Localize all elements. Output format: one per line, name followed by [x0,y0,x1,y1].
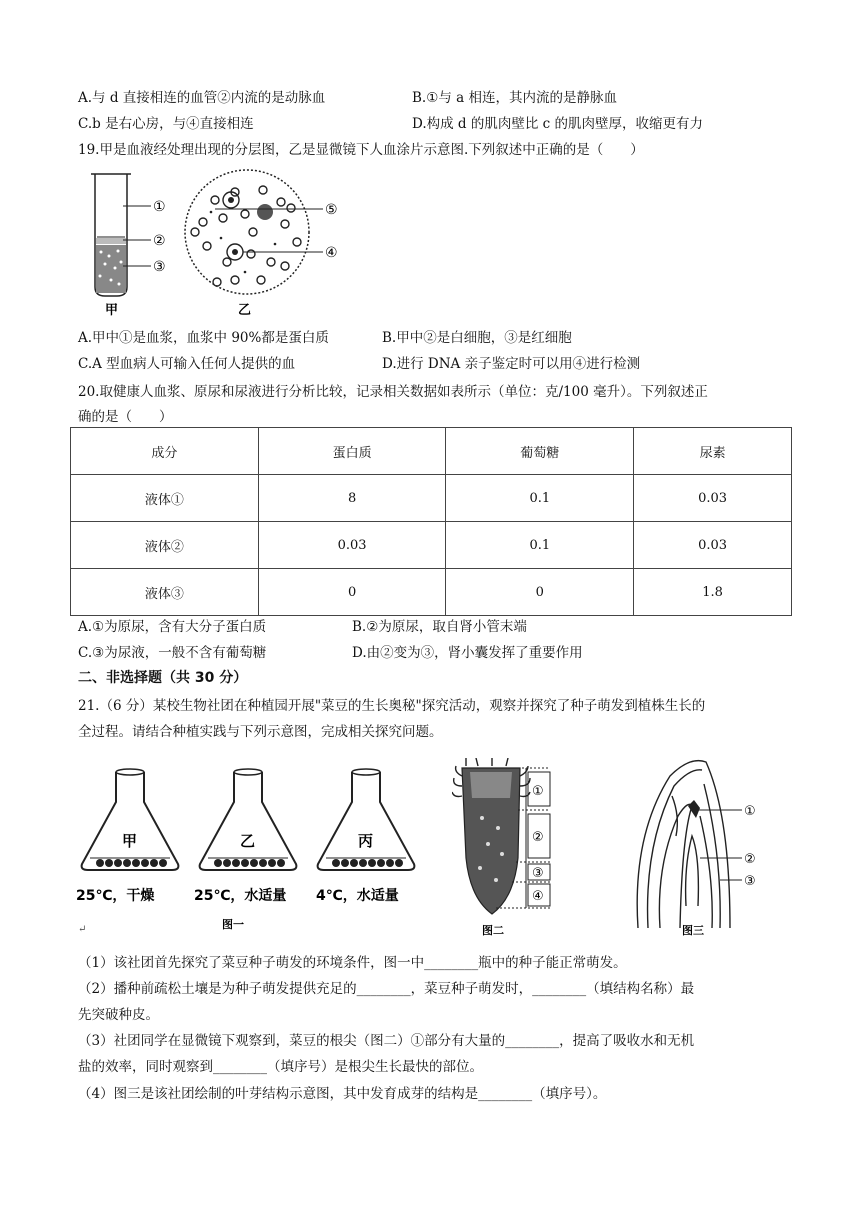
q18-option-b: B.①与 a 相连，其内流的是静脉血 [412,90,617,106]
table-cell: 液体③ [71,569,259,616]
q20-option-b: B.②为原尿，取自肾小管末端 [352,619,527,635]
q19-option-b: B.甲中②是白细胞，③是红细胞 [382,330,572,346]
label-jia: 甲 [105,303,119,318]
label-1: ① [153,199,166,215]
q21-subquestion-4: （4）图三是该社团绘制的叶芽结构示意图，其中发育成芽的结构是________（填序号）。 [78,1086,607,1102]
q19-option-a: A.甲中①是血浆，血浆中 90%都是蛋白质 [78,330,329,346]
flask-label: 甲 [122,832,138,850]
root-label-1: ① [532,784,544,799]
table-header-cell: 葡萄糖 [446,428,634,475]
q21-subquestion-2b: 先突破种皮。 [78,1007,159,1023]
figure-2-caption: 图二 [482,924,504,937]
label-5: ⑤ [325,202,338,218]
table-cell: 0 [258,569,446,616]
q21-stem-line1: 21.（6 分）某校生物社团在种植园开展"菜豆的生长奥秘"探究活动，观察并探究了种子萌发到植株生长的 [78,698,706,714]
flask-label: 乙 [240,832,256,850]
q21-subquestion-1: （1）该社团首先探究了菜豆种子萌发的环境条件，图一中________瓶中的种子能正常萌发。 [78,955,627,971]
table-cell: 0.03 [634,522,792,569]
section-heading: 二、非选择题（共 30 分） [78,670,248,686]
table-cell: 0 [446,569,634,616]
q19-option-c: C.A 型血病人可输入任何人提供的血 [78,356,296,372]
figure-2-root-tip [452,758,592,938]
condition-label: 25℃，水适量 [194,888,287,904]
q20-option-a: A.①为原尿，含有大分子蛋白质 [78,619,267,635]
figure-3-leaf-bud [630,756,770,938]
q21-stem-line2: 全过程。请结合种植实践与下列示意图，完成相关探究问题。 [78,724,443,740]
table-cell: 8 [258,475,446,522]
return-mark-icon: ↵ [78,924,87,934]
table-cell: 0.1 [446,522,634,569]
root-label-4: ④ [532,889,544,904]
q18-option-a: A.与 d 直接相连的血管②内流的是动脉血 [78,90,326,106]
test-tube-diagram [91,174,151,296]
q21-subquestion-3b: 盐的效率，同时观察到________（填序号）是根尖生长最快的部位。 [78,1059,483,1075]
q20-stem-line1: 20.取健康人血浆、原尿和尿液进行分析比较，记录相关数据如表所示（单位：克/100 毫升）。下列叙述正 [78,384,708,400]
root-label-2: ② [532,830,544,845]
bud-label-2: ② [744,852,756,867]
table-header-row [71,428,792,475]
table-cell: 0.03 [258,522,446,569]
q21-subquestion-2a: （2）播种前疏松土壤是为种子萌发提供充足的________，菜豆种子萌发时，________（填结构名称）最 [78,981,695,997]
label-4: ④ [325,245,338,261]
bud-label-3: ③ [744,874,756,889]
table-header-cell: 蛋白质 [258,428,446,475]
q20-option-d: D.由②变为③，肾小囊发挥了重要作用 [352,645,583,661]
q18-option-c: C.b 是右心房，与④直接相连 [78,116,254,132]
label-yi: 乙 [238,303,252,318]
q20-stem-line2: 确的是（ ） [78,409,173,425]
condition-label: 25℃，干燥 [76,888,155,904]
flask-bing [318,769,415,870]
root-label-3: ③ [532,866,544,881]
table-row [71,522,792,569]
q20-option-c: C.③为尿液，一般不含有葡萄糖 [78,645,267,661]
figure-1-flasks [72,762,432,934]
q19-stem: 19.甲是血液经处理出现的分层图，乙是显微镜下人血涂片示意图.下列叙述中正确的是（ ） [78,142,644,158]
condition-label: 4℃，水适量 [316,888,399,904]
table-row [71,569,792,616]
table-header-cell: 成分 [71,428,259,475]
table-cell: 1.8 [634,569,792,616]
table-cell: 0.03 [634,475,792,522]
blood-smear-diagram [185,170,323,294]
flask-jia [82,769,179,870]
table-cell: 0.1 [446,475,634,522]
table-cell: 液体① [71,475,259,522]
data-table [70,427,792,616]
leaf-bud-diagram [637,761,730,928]
table-header-cell: 尿素 [634,428,792,475]
q19-option-d: D.进行 DNA 亲子鉴定时可以用④进行检测 [382,356,641,372]
table-row [71,475,792,522]
label-2: ② [153,233,166,249]
flask-yi [200,769,297,870]
label-3: ③ [153,259,166,275]
figure-1-caption: 图一 [222,918,244,931]
q18-option-d: D.构成 d 的肌肉壁比 c 的肌肉壁厚，收缩更有力 [412,116,704,132]
bud-label-1: ① [744,804,756,819]
figure-3-caption: 图三 [682,924,704,937]
q21-subquestion-3a: （3）社团同学在显微镜下观察到，菜豆的根尖（图二）①部分有大量的________，提高了吸收水和无机 [78,1033,695,1049]
blood-figure [85,162,365,322]
flask-label: 丙 [358,832,374,850]
table-cell: 液体② [71,522,259,569]
